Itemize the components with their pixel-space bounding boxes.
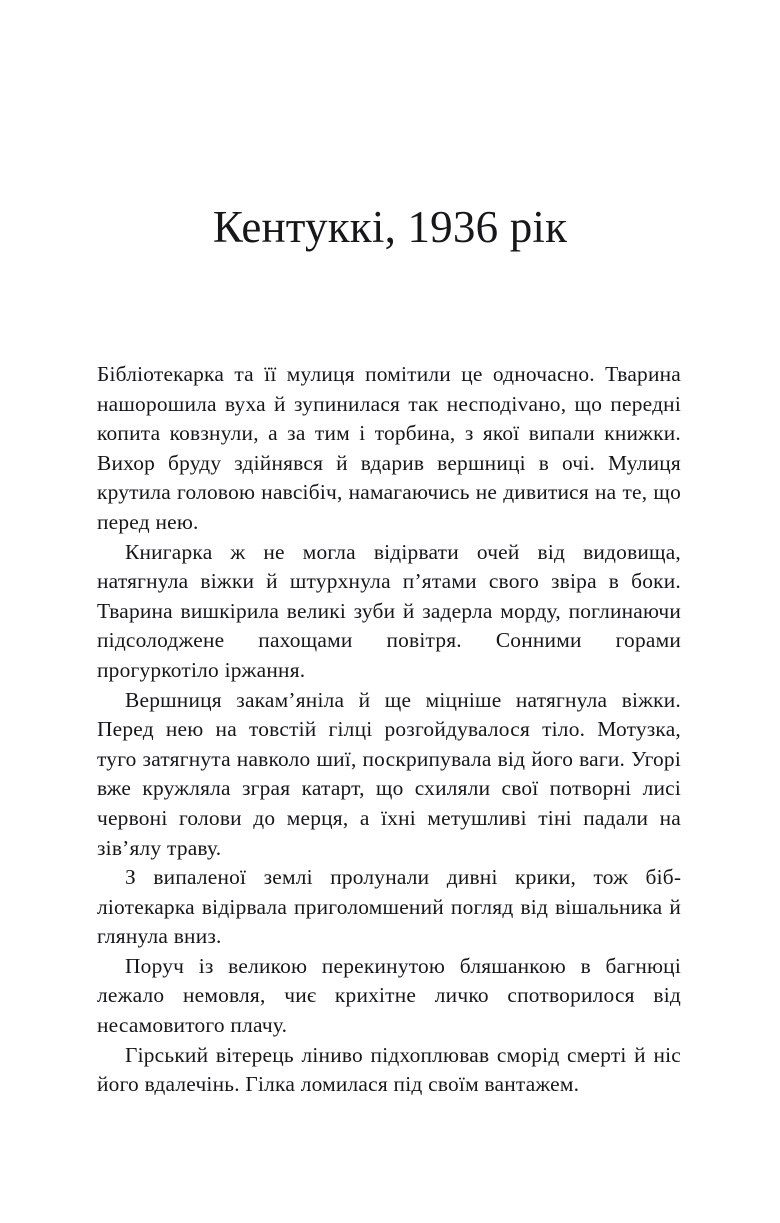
body-text-block: [97, 360, 681, 1100]
paragraph: З випаленої землі пролунали дивні крики, тож бібліотекарка відірвала приголомшений погляд від вішальника й глянула вниз.: [97, 865, 681, 949]
chapter-title: Кентуккі, 1936 рік: [212, 202, 568, 253]
paragraph: Поруч із великою перекинутою бляшанкою в багнюці лежало немовля, чиє крихітне личко спотворилося від несамовитого плачу.: [97, 953, 681, 1038]
paragraph: Книгарка ж не могла відірвати очей від видовища, натягнула віжки й штурхнула п’ятами свого звіра в боки. Тварина вишкірила великі зуби й задерла морду, поглинаючи підсолоджене пахощами повітря. Сонними горами прогуркотіло іржання.: [97, 539, 681, 682]
paragraph: Вершниця закам’яніла й ще міцніше натягнула віжки. Перед нею на товстій гілці розгойдувалося тіло. Мотузка, туго затягнута навколо шиї, поскрипувала від його ваги. Угорі вже кружляла зграя катарт, що схиляли свої потворні лисі червоні голови до мерця, а їхні метушливі тіні падали на зів’ялу траву.: [97, 687, 681, 860]
paragraph: Бібліотекарка та її мулиця помітили це одночасно. Тварина нашорошила вуха й зупинилася так несподіvано, що передні копита ковзнули, а за тим і торбина, з якої випали книжки. Вихор бруду здійнявся й вдарив вершниці в очі. Мулиця крутила головою навсібіч, намагаючись не дивитися на те, що перед нею.: [97, 362, 681, 534]
paragraph: Гірський вітерець ліниво підхоплював сморід смерті й ніс його вдалечінь. Гілка ломилася під своїм вантажем.: [97, 1042, 681, 1097]
